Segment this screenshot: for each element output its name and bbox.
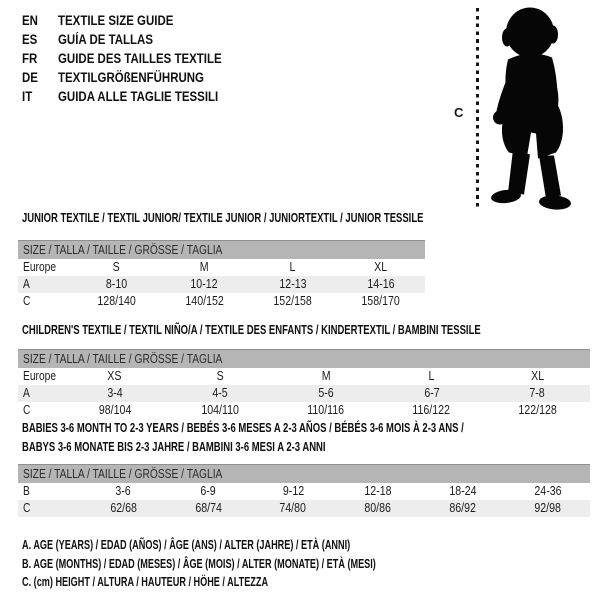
table-cell: 80/86 [364, 501, 392, 515]
table-row [18, 276, 425, 293]
table-cell: 104/110 [201, 403, 240, 417]
table-row [18, 293, 425, 310]
table-cell: 10-12 [190, 277, 218, 291]
lang-label: TEXTILGRÖßENFÜHRUNG [58, 70, 204, 85]
table-cell: 5-6 [318, 386, 334, 400]
row-label: C [23, 501, 31, 515]
row-label: C [23, 294, 31, 308]
table-cell: XL [374, 260, 388, 274]
table-cell: 7-8 [529, 386, 545, 400]
size-header-bar: SIZE / TALLA / TAILLE / GRÖSSE / TAGLIA [18, 464, 590, 483]
table-cell: 8-10 [105, 277, 127, 291]
babies-table-title-line1: BABIES 3-6 MONTH TO 2-3 YEARS / BEBÉS 3-6 MESES A 2-3 AÑOS / BÉBÉS 3-6 MOIS À 2-3 ANS / [22, 420, 464, 435]
table-cell: 140/152 [185, 294, 224, 308]
table-cell: L [289, 260, 296, 274]
lang-row-de [22, 68, 251, 87]
table-cell: 110/116 [307, 403, 345, 417]
footnote-list [22, 536, 507, 592]
table-cell: 18-24 [449, 484, 477, 498]
language-list [22, 11, 251, 106]
table-cell: 86/92 [449, 501, 477, 515]
table-cell: 9-12 [282, 484, 304, 498]
table-cell: 152/158 [273, 294, 312, 308]
table-row [18, 385, 590, 402]
table-cell: 158/170 [361, 294, 401, 308]
footnote-a: A. AGE (YEARS) / EDAD (AÑOS) / ÂGE (ANS) / ALTER (JAHRE) / ETÀ (ANNI) [22, 538, 351, 552]
table-cell: 14-16 [367, 277, 395, 291]
table-cell: XL [530, 369, 544, 383]
table-cell: 68/74 [194, 501, 222, 515]
lang-code: FR [22, 51, 38, 66]
table-cell: L [428, 369, 435, 383]
baby-silhouette-icon [483, 5, 587, 212]
row-label: Europe [23, 260, 57, 274]
table-cell: S [112, 260, 120, 274]
table-cell: M [321, 369, 331, 383]
row-label: A [23, 277, 30, 291]
lang-row-fr [22, 49, 251, 68]
table-cell: 74/80 [279, 501, 307, 515]
size-header-bar: SIZE / TALLA / TAILLE / GRÖSSE / TAGLIA [18, 240, 425, 259]
row-label: B [23, 484, 30, 498]
table-cell: 116/122 [412, 403, 451, 417]
lang-row-es [22, 30, 251, 49]
size-table-childrens [18, 349, 590, 419]
table-cell: 3-6 [115, 484, 132, 498]
table-cell: 98/104 [98, 403, 132, 417]
table-cell: 6-9 [200, 484, 216, 498]
table-row [18, 500, 590, 517]
table-row [18, 368, 590, 385]
babies-table-title-line2: BABYS 3-6 MONATE BIS 2-3 JAHRE / BAMBINI 3-6 MESI A 2-3 ANNI [22, 439, 326, 454]
row-label: C [23, 403, 31, 417]
lang-row-en [22, 11, 251, 30]
table-cell: 6-7 [423, 386, 440, 400]
table-cell: 12-18 [364, 484, 392, 498]
table-row [18, 402, 590, 419]
table-cell: 92/98 [534, 501, 561, 515]
lang-code: ES [22, 32, 38, 47]
childrens-table-title: CHILDREN'S TEXTILE / TEXTIL NIÑO/A / TEXTILE DES ENFANTS / KINDERTEXTIL / BAMBINI TESSILE [22, 322, 481, 337]
row-label: Europe [23, 369, 57, 383]
row-label: A [23, 386, 30, 400]
table-cell: 62/68 [110, 501, 137, 515]
lang-label: GUIDE DES TAILLES TEXTILE [58, 51, 222, 66]
junior-table-title: JUNIOR TEXTILE / TEXTIL JUNIOR/ TEXTILE JUNIOR / JUNIORTEXTIL / JUNIOR TESSILE [22, 210, 424, 225]
lang-label: TEXTILE SIZE GUIDE [58, 13, 174, 28]
table-cell: 24-36 [533, 484, 562, 498]
table-cell: 3-4 [107, 386, 123, 400]
footnote-b: B. AGE (MONTHS) / EDAD (MESES) / ÂGE (MOIS) / ALTER (MONATE) / ETÀ (MESI) [22, 556, 376, 571]
table-cell: M [199, 260, 209, 274]
lang-code: EN [22, 13, 38, 28]
table-cell: S [216, 369, 224, 383]
footnote-c: C. (cm) HEIGHT / ALTURA / HAUTEUR / HÖHE / ALTEZZA [22, 575, 269, 589]
table-cell: 12-13 [279, 277, 307, 291]
size-table-junior [18, 240, 425, 310]
lang-label: GUIDA ALLE TAGLIE TESSILI [58, 89, 219, 104]
size-table-babies [18, 464, 590, 517]
table-cell: 128/140 [96, 294, 136, 308]
table-cell: 122/128 [517, 403, 557, 417]
height-measure-dashed-line [476, 8, 479, 207]
table-row [18, 483, 590, 500]
table-cell: XS [107, 369, 122, 383]
lang-row-it [22, 87, 251, 106]
lang-code: IT [22, 89, 33, 104]
lang-label: GUÍA DE TALLAS [58, 32, 153, 47]
measure-label-c: C [454, 105, 464, 120]
size-header-bar: SIZE / TALLA / TAILLE / GRÖSSE / TAGLIA [18, 349, 590, 368]
lang-code: DE [22, 70, 38, 85]
table-row [18, 259, 425, 276]
table-cell: 4-5 [212, 386, 229, 400]
